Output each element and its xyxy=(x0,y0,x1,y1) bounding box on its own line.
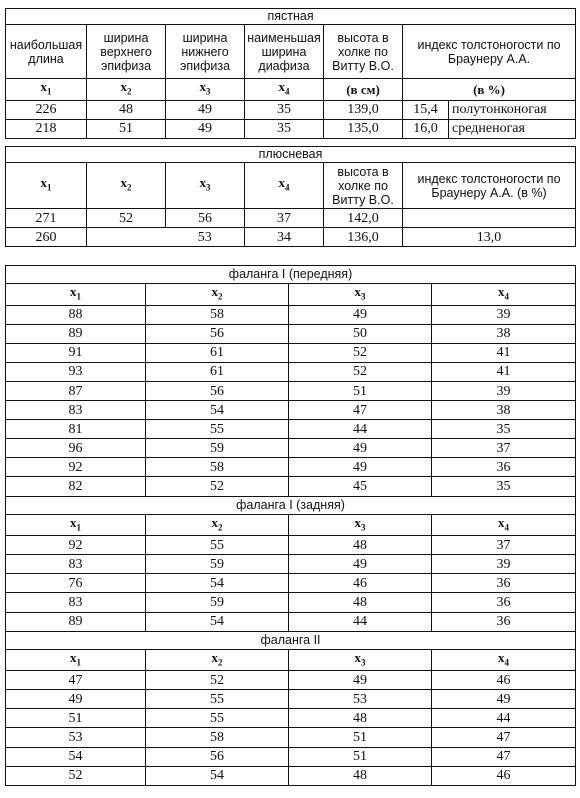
cell: 52 xyxy=(289,343,432,362)
cell: 58 xyxy=(146,305,289,324)
table-title: пястная xyxy=(6,9,576,25)
cell: 218 xyxy=(6,119,87,138)
variable-label: $x_3$ xyxy=(289,514,432,536)
column-header: наибольшая длина xyxy=(6,25,87,79)
variable-label: $x_1$ xyxy=(6,284,146,306)
cell: 53 xyxy=(289,690,432,709)
table-row xyxy=(6,574,576,593)
cell: 92 xyxy=(6,458,146,477)
cell: 56 xyxy=(166,209,245,228)
cell: 55 xyxy=(146,420,289,439)
cell: 51 xyxy=(289,381,432,400)
cell: 142,0 xyxy=(324,209,403,228)
cell: 50 xyxy=(289,324,432,343)
table-row xyxy=(6,555,576,574)
cell: 54 xyxy=(6,747,146,766)
table-row xyxy=(6,612,576,631)
cell: 51 xyxy=(6,709,146,728)
variable-label: $x_4$ xyxy=(245,79,324,101)
section-title-row xyxy=(6,631,576,649)
cell: 41 xyxy=(432,343,576,362)
cell: 135,0 xyxy=(324,119,403,138)
cell: 36 xyxy=(432,593,576,612)
table-row xyxy=(6,671,576,690)
table-row xyxy=(6,362,576,381)
cell: 13,0 xyxy=(403,228,576,247)
metacarpal-table xyxy=(5,8,576,139)
table-row xyxy=(6,477,576,496)
cell: 82 xyxy=(6,477,146,496)
table-row xyxy=(6,209,576,228)
cell: 55 xyxy=(146,709,289,728)
cell: 76 xyxy=(6,574,146,593)
cell: средненогая xyxy=(449,119,576,138)
cell: 56 xyxy=(146,324,289,343)
cell: 83 xyxy=(6,593,146,612)
cell: 54 xyxy=(146,574,289,593)
cell: 59 xyxy=(146,439,289,458)
table-row xyxy=(6,401,576,420)
cell: 226 xyxy=(6,100,87,119)
cell: 35 xyxy=(432,420,576,439)
table-row xyxy=(6,119,576,138)
cell: 81 xyxy=(6,420,146,439)
table-row xyxy=(6,305,576,324)
cell: 58 xyxy=(146,458,289,477)
cell: 46 xyxy=(432,671,576,690)
cell: 49 xyxy=(166,100,245,119)
cell: 37 xyxy=(432,536,576,555)
column-header: высота в холке по Витту В.О. xyxy=(324,163,403,209)
cell: 56 xyxy=(146,747,289,766)
variable-row xyxy=(6,649,576,671)
cell: 48 xyxy=(289,536,432,555)
table-row xyxy=(6,747,576,766)
table-row xyxy=(6,458,576,477)
table-row xyxy=(6,381,576,400)
column-header: ширина нижнего эпифиза xyxy=(166,25,245,79)
cell: 91 xyxy=(6,343,146,362)
cell: 61 xyxy=(146,362,289,381)
table-title: плюсневая xyxy=(6,147,576,163)
unit-label: (в см) xyxy=(324,79,403,101)
table-row xyxy=(6,324,576,343)
cell: 55 xyxy=(146,690,289,709)
cell: 54 xyxy=(146,612,289,631)
cell: 47 xyxy=(289,401,432,420)
variable-row xyxy=(6,284,576,306)
cell: 39 xyxy=(432,305,576,324)
variable-label: $x_1$ xyxy=(6,649,146,671)
table-row xyxy=(6,593,576,612)
table-row xyxy=(6,100,576,119)
variable-label: $x_1$ xyxy=(6,514,146,536)
cell: 36 xyxy=(432,574,576,593)
variable-label: $x_2$ xyxy=(146,284,289,306)
cell: 49 xyxy=(289,458,432,477)
variable-label: $x_3$ xyxy=(166,163,245,209)
variable-label: $x_4$ xyxy=(432,514,576,536)
variable-row xyxy=(6,514,576,536)
section-title-row xyxy=(6,266,576,284)
cell: 59 xyxy=(146,593,289,612)
variable-label: $x_1$ xyxy=(6,79,87,101)
table-row xyxy=(6,439,576,458)
cell: 36 xyxy=(432,458,576,477)
phalanges-table xyxy=(5,265,576,786)
cell: 49 xyxy=(6,690,146,709)
cell: 48 xyxy=(289,766,432,785)
cell: 38 xyxy=(432,401,576,420)
table-row xyxy=(6,690,576,709)
cell: 52 xyxy=(146,671,289,690)
cell: 61 xyxy=(146,343,289,362)
cell: 93 xyxy=(6,362,146,381)
variable-label: $x_3$ xyxy=(289,649,432,671)
table-row xyxy=(6,728,576,747)
column-header: ширина верхнего эпифиза xyxy=(87,25,166,79)
cell: 260 xyxy=(6,228,87,247)
table-row xyxy=(6,766,576,785)
cell: 83 xyxy=(6,401,146,420)
cell: 48 xyxy=(289,709,432,728)
cell: 35 xyxy=(432,477,576,496)
cell: 51 xyxy=(87,119,166,138)
cell: 35 xyxy=(245,119,324,138)
cell: 136,0 xyxy=(324,228,403,247)
table-row xyxy=(6,343,576,362)
cell: 34 xyxy=(245,228,324,247)
cell: 49 xyxy=(289,555,432,574)
column-header: высота в холке по Витту В.О. xyxy=(324,25,403,79)
cell: 45 xyxy=(289,477,432,496)
cell: 44 xyxy=(289,420,432,439)
column-header: индекс толстоногости по Браунеру А.А. (в %) xyxy=(403,163,576,209)
variable-label: $x_2$ xyxy=(87,163,166,209)
cell: 58 xyxy=(146,728,289,747)
cell: 53 xyxy=(6,728,146,747)
cell: 44 xyxy=(289,612,432,631)
section-title: фаланга I (задняя) xyxy=(6,496,576,514)
variable-label: $x_2$ xyxy=(146,649,289,671)
cell: 139,0 xyxy=(324,100,403,119)
variable-label: $x_4$ xyxy=(245,163,324,209)
cell: 37 xyxy=(245,209,324,228)
table-row xyxy=(6,420,576,439)
cell: 54 xyxy=(146,401,289,420)
cell: полутонконогая xyxy=(449,100,576,119)
cell: 49 xyxy=(432,690,576,709)
column-header: индекс толстоногости по Браунеру А.А. xyxy=(403,25,576,79)
cell: 96 xyxy=(6,439,146,458)
variable-label: $x_1$ xyxy=(6,163,87,209)
cell: 89 xyxy=(6,612,146,631)
cell xyxy=(87,228,166,247)
cell: 48 xyxy=(87,100,166,119)
cell: 49 xyxy=(289,439,432,458)
metatarsal-table xyxy=(5,146,576,247)
section-title-row xyxy=(6,496,576,514)
cell: 47 xyxy=(432,747,576,766)
cell: 52 xyxy=(87,209,166,228)
cell: 47 xyxy=(6,671,146,690)
variable-label: $x_4$ xyxy=(432,284,576,306)
cell: 51 xyxy=(289,728,432,747)
cell: 49 xyxy=(289,305,432,324)
cell: 44 xyxy=(432,709,576,728)
cell: 89 xyxy=(6,324,146,343)
unit-label: (в %) xyxy=(403,79,576,101)
variable-label: $x_3$ xyxy=(289,284,432,306)
cell xyxy=(403,209,576,228)
cell: 48 xyxy=(289,593,432,612)
cell: 88 xyxy=(6,305,146,324)
cell: 35 xyxy=(245,100,324,119)
table-row xyxy=(6,709,576,728)
cell: 83 xyxy=(6,555,146,574)
table-row xyxy=(6,536,576,555)
table-row xyxy=(6,228,576,247)
cell: 56 xyxy=(146,381,289,400)
variable-label: $x_3$ xyxy=(166,79,245,101)
cell: 39 xyxy=(432,381,576,400)
cell: 41 xyxy=(432,362,576,381)
cell: 46 xyxy=(432,766,576,785)
cell: 15,4 xyxy=(403,100,449,119)
cell: 49 xyxy=(166,119,245,138)
cell: 92 xyxy=(6,536,146,555)
cell: 55 xyxy=(146,536,289,555)
cell: 37 xyxy=(432,439,576,458)
cell: 38 xyxy=(432,324,576,343)
variable-label: $x_2$ xyxy=(87,79,166,101)
cell: 39 xyxy=(432,555,576,574)
cell: 52 xyxy=(6,766,146,785)
cell: 59 xyxy=(146,555,289,574)
cell: 47 xyxy=(432,728,576,747)
cell: 46 xyxy=(289,574,432,593)
variable-label: $x_4$ xyxy=(432,649,576,671)
cell: 51 xyxy=(289,747,432,766)
cell: 87 xyxy=(6,381,146,400)
cell: 52 xyxy=(146,477,289,496)
cell: 52 xyxy=(289,362,432,381)
section-title: фаланга II xyxy=(6,631,576,649)
column-header: наименьшая ширина диафиза xyxy=(245,25,324,79)
cell: 16,0 xyxy=(403,119,449,138)
variable-label: $x_2$ xyxy=(146,514,289,536)
cell: 54 xyxy=(146,766,289,785)
cell: 36 xyxy=(432,612,576,631)
cell: 49 xyxy=(289,671,432,690)
cell: 53 xyxy=(166,228,245,247)
cell: 271 xyxy=(6,209,87,228)
section-title: фаланга I (передняя) xyxy=(6,266,576,284)
